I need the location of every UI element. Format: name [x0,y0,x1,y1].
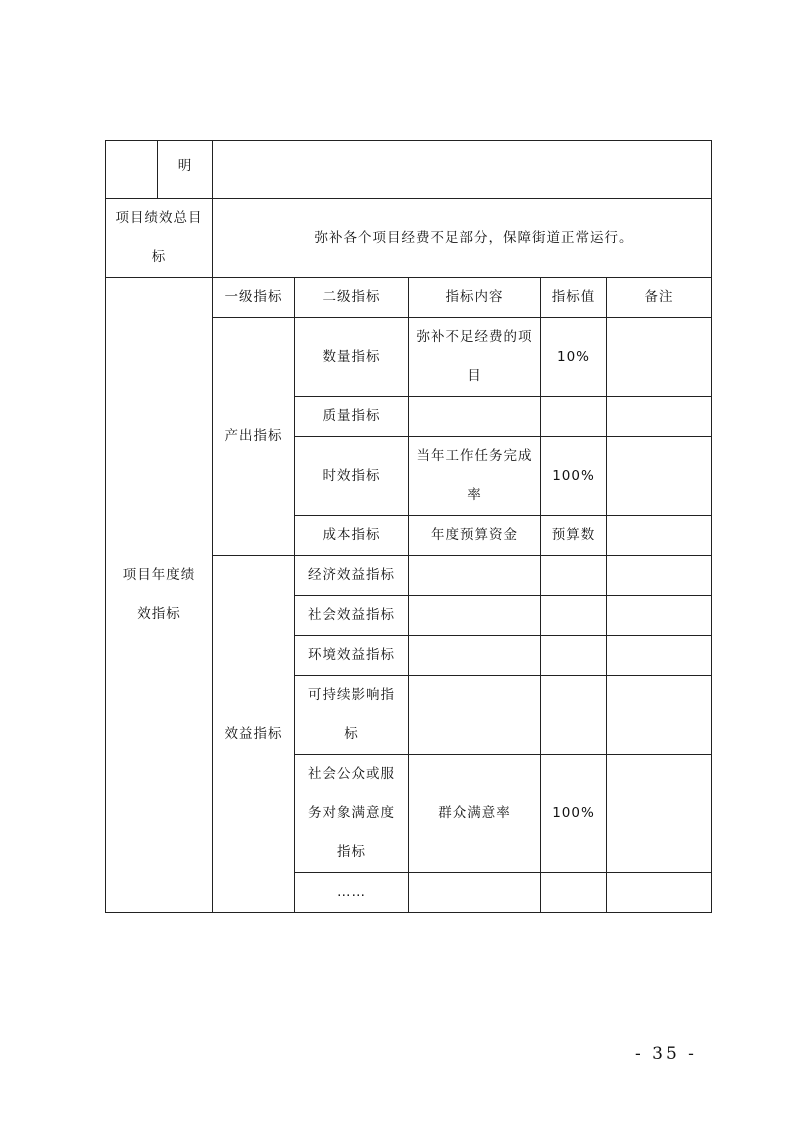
level2-cell: 时效指标 [295,437,409,516]
annual-indicator-label: 项目年度绩效指标 [106,278,213,913]
value-cell [541,596,607,636]
goal-content: 弥补各个项目经费不足部分，保障街道正常运行。 [213,199,712,278]
value-cell: 预算数 [541,516,607,556]
note-cell [607,676,712,755]
performance-table [105,140,712,913]
prev-row-blank-cell [106,141,158,199]
output-indicator-label: 产出指标 [213,318,295,556]
value-cell [541,676,607,755]
level2-cell: 经济效益指标 [295,556,409,596]
note-cell [607,636,712,676]
content-cell [409,873,541,913]
content-cell [409,397,541,437]
content-cell: 当年工作任务完成率 [409,437,541,516]
level2-cell: 质量指标 [295,397,409,437]
benefit-indicator-label: 效益指标 [213,556,295,913]
content-cell [409,636,541,676]
level2-cell: 社会公众或服务对象满意度指标 [295,755,409,873]
note-cell [607,437,712,516]
goal-label: 项目绩效总目标 [106,199,213,278]
content-cell [409,596,541,636]
note-cell [607,596,712,636]
level2-cell: 成本指标 [295,516,409,556]
value-cell: 10% [541,318,607,397]
value-cell [541,556,607,596]
content-cell: 群众满意率 [409,755,541,873]
value-cell [541,873,607,913]
header-level1: 一级指标 [213,278,295,318]
header-note: 备注 [607,278,712,318]
indicator-header-row [106,278,712,318]
content-cell [409,556,541,596]
prev-row-content [213,141,712,199]
goal-row [106,199,712,278]
page-number: - 35 - [635,1044,697,1064]
level2-cell: 可持续影响指标 [295,676,409,755]
level2-cell: 社会效益指标 [295,596,409,636]
value-cell [541,397,607,437]
level2-cell: 数量指标 [295,318,409,397]
note-cell [607,516,712,556]
header-content: 指标内容 [409,278,541,318]
note-cell [607,318,712,397]
note-cell [607,873,712,913]
value-cell [541,636,607,676]
content-cell: 年度预算资金 [409,516,541,556]
prev-row [106,141,712,199]
level2-cell: …… [295,873,409,913]
header-level2: 二级指标 [295,278,409,318]
note-cell [607,556,712,596]
content-cell: 弥补不足经费的项目 [409,318,541,397]
note-cell [607,397,712,437]
note-cell [607,755,712,873]
value-cell: 100% [541,755,607,873]
content-cell [409,676,541,755]
header-value: 指标值 [541,278,607,318]
prev-row-label: 明 [158,141,213,199]
value-cell: 100% [541,437,607,516]
level2-cell: 环境效益指标 [295,636,409,676]
